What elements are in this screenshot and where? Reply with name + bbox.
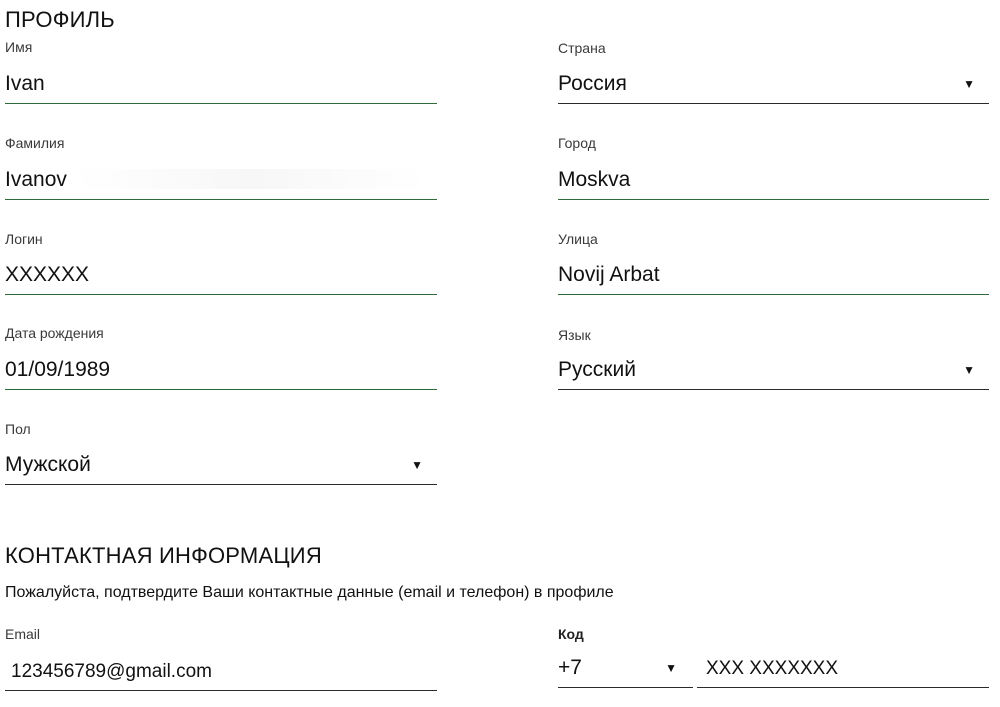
chevron-down-icon: ▼ <box>665 661 677 675</box>
first-name-value: Ivan <box>5 72 45 95</box>
email-field[interactable] <box>5 656 437 691</box>
first-name-field[interactable] <box>5 69 437 104</box>
street-field[interactable] <box>558 260 989 295</box>
chevron-down-icon: ▼ <box>411 458 423 472</box>
contact-note: Пожалуйста, подтвердите Ваши контактные данные (email и телефон) в профиле <box>5 584 614 601</box>
login-value: XXXXXX <box>5 263 90 286</box>
contact-title: КОНТАКТНАЯ ИНФОРМАЦИЯ <box>5 543 322 568</box>
last-name-value: Ivanov <box>5 168 67 191</box>
chevron-down-icon: ▼ <box>963 363 975 377</box>
email-value: 123456789@gmail.com <box>11 661 212 682</box>
code-value: +7 <box>558 656 582 679</box>
profile-title: ПРОФИЛЬ <box>5 7 115 32</box>
country-label: Страна <box>558 40 606 56</box>
autofill-highlight <box>75 169 427 189</box>
country-code-select[interactable] <box>558 653 693 688</box>
chevron-down-icon: ▼ <box>963 77 975 91</box>
code-label: Код <box>558 626 584 642</box>
city-label: Город <box>558 135 596 151</box>
city-field[interactable] <box>558 165 989 200</box>
language-select[interactable] <box>558 355 989 390</box>
street-label: Улица <box>558 231 598 247</box>
email-label: Email <box>5 626 41 642</box>
city-value: Moskva <box>558 168 631 191</box>
first-name-label: Имя <box>5 39 33 55</box>
phone-value: XXX XXXXXXX <box>706 658 839 679</box>
language-value: Русский <box>558 358 636 381</box>
country-select[interactable] <box>558 69 989 104</box>
birth-date-label: Дата рождения <box>5 325 104 341</box>
gender-value: Мужской <box>5 453 91 476</box>
birth-date-value: 01/09/1989 <box>5 358 111 381</box>
birth-date-field[interactable] <box>5 355 437 390</box>
phone-field[interactable] <box>697 653 989 688</box>
last-name-field[interactable] <box>5 165 437 200</box>
language-label: Язык <box>558 327 591 343</box>
gender-label: Пол <box>5 421 31 437</box>
country-value: Россия <box>558 72 627 95</box>
last-name-label: Фамилия <box>5 135 65 151</box>
login-label: Логин <box>5 231 43 247</box>
street-value: Novij Arbat <box>558 263 660 286</box>
login-field[interactable] <box>5 260 437 295</box>
gender-select[interactable] <box>5 450 437 485</box>
